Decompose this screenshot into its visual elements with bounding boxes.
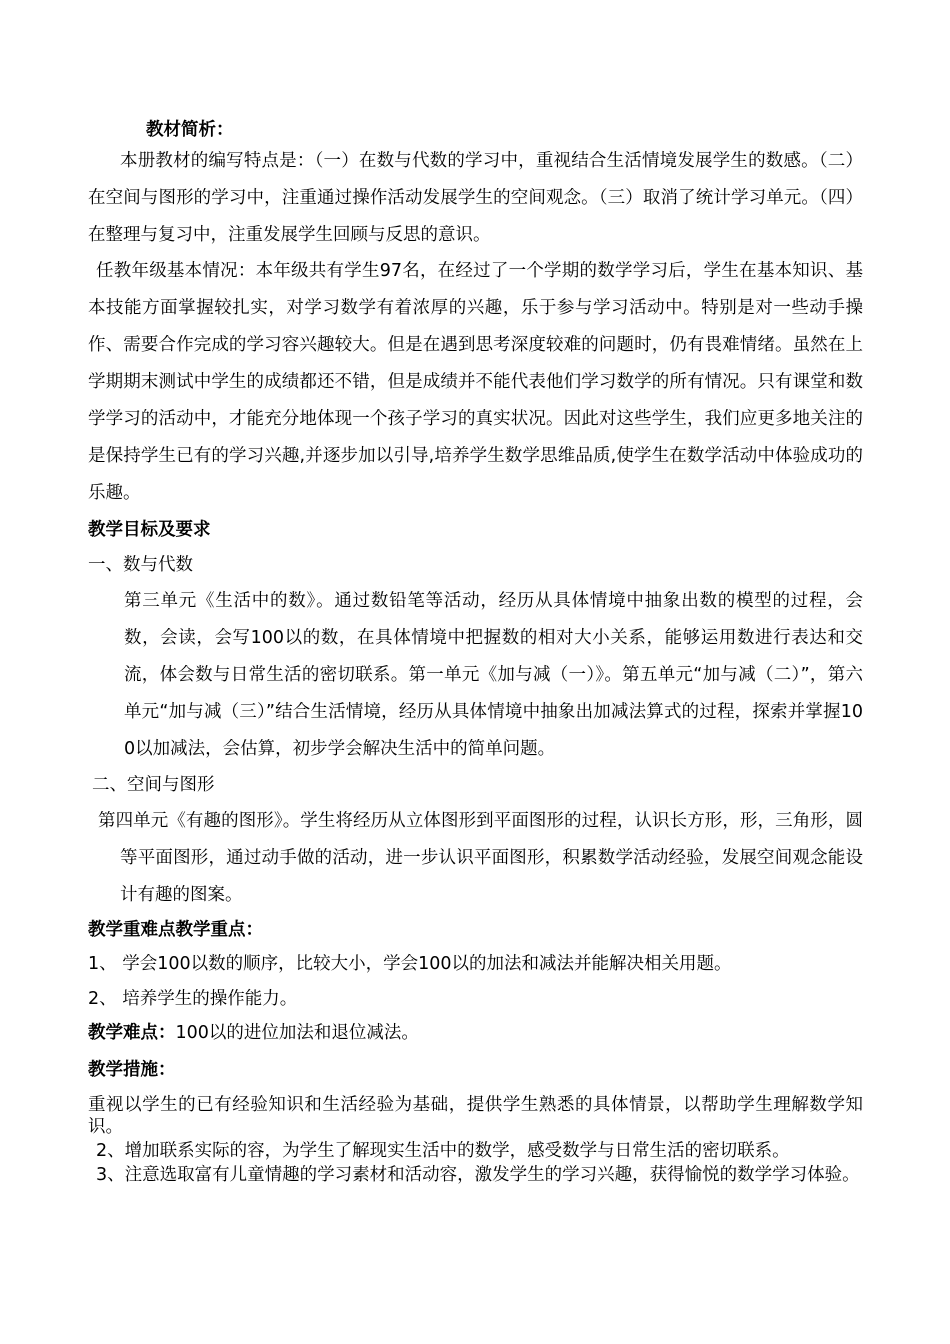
measure-2: 2、增加联系实际的容，为学生了解现实生活中的数学，感受数学与日常生活的密切联系。 (96, 1141, 790, 1161)
analysis-features-paragraph: 本册教材的编写特点是：（一）在数与代数的学习中，重视结合生活情境发展学生的数感。（二）在空间与图形的学习中，注重通过操作活动发展学生的空间观念。（三）取消了统计学习单元。（四）在整理与复习中，注重发展学生回顾与反思的意识。 (88, 151, 863, 245)
measure-3: 3、注意选取富有儿童情趣的学习素材和活动容，激发学生的学习兴趣，获得愉悦的数学学习体验。 (96, 1165, 860, 1185)
key-point-2: 2、 培养学生的操作能力。 (88, 989, 298, 1009)
measures-heading: 教学措施： (88, 1060, 176, 1080)
key-point-1: 1、 学会100以数的顺序，比较大小，学会100以的加法和减法并能解决相关用题。 (88, 954, 732, 974)
goals-section2-title: 二、空间与图形 (92, 775, 215, 795)
difficulty-line (88, 1015, 863, 1052)
measure-1: 重视以学生的已有经验知识和生活经验为基础，提供学生熟悉的具体情景，以帮助学生理解数学知识。 (88, 1095, 863, 1137)
difficulty-text: 100以的进位加法和退位减法。 (175, 1023, 419, 1043)
goals-section1-body: 第三单元《生活中的数》。通过数铅笔等活动，经历从具体情境中抽象出数的模型的过程，会数，会读，会写100以的数，在具体情境中把握数的相对大小关系，能够运用数进行表达和交流，体会数与日常生活的密切联系。第一单元《加与减（一）》。第五单元“加与减（二）”，第六单元“加与减（三）”结合生活情境，经历从具体情境中抽象出加减法算式的过程，探索并掌握100以加减法，会估算，初步学会解决生活中的简单问题。 (124, 591, 863, 759)
difficulty-label: 教学难点： (88, 1023, 176, 1043)
goals-section1-title: 一、数与代数 (88, 555, 193, 575)
student-situation-paragraph: 任教年级基本情况：本年级共有学生97名，在经过了一个学期的数学学习后，学生在基本知识、基本技能方面掌握较扎实，对学习数学有着浓厚的兴趣，乐于参与学习活动中。特别是对一些动手操作、需要合作完成的学习容兴趣较大。但是在遇到思考深度较难的问题时，仍有畏难情绪。虽然在上学期期末测试中学生的成绩都还不错，但是成绩并不能代表他们学习数学的所有情况。只有课堂和数学学习的活动中，才能充分地体现一个孩子学习的真实状况。因此对这些学生，我们应更多地关注的是保持学生已有的学习兴趣,并逐步加以引导,培养学生数学思维品质,使学生在数学活动中体验成功的乐趣。 (88, 261, 863, 503)
goals-heading: 教学目标及要求 (88, 520, 211, 540)
goals-section2-body: 第四单元《有趣的图形》。学生将经历从立体图形到平面图形的过程，认识长方形，形，三角形，圆等平面图形，通过动手做的活动，进一步认识平面图形，积累数学活动经验，发展空间观念能设计有趣的图案。 (98, 811, 863, 905)
analysis-heading: 教材简析： (146, 120, 234, 140)
key-points-heading: 教学重难点教学重点： (88, 920, 263, 940)
